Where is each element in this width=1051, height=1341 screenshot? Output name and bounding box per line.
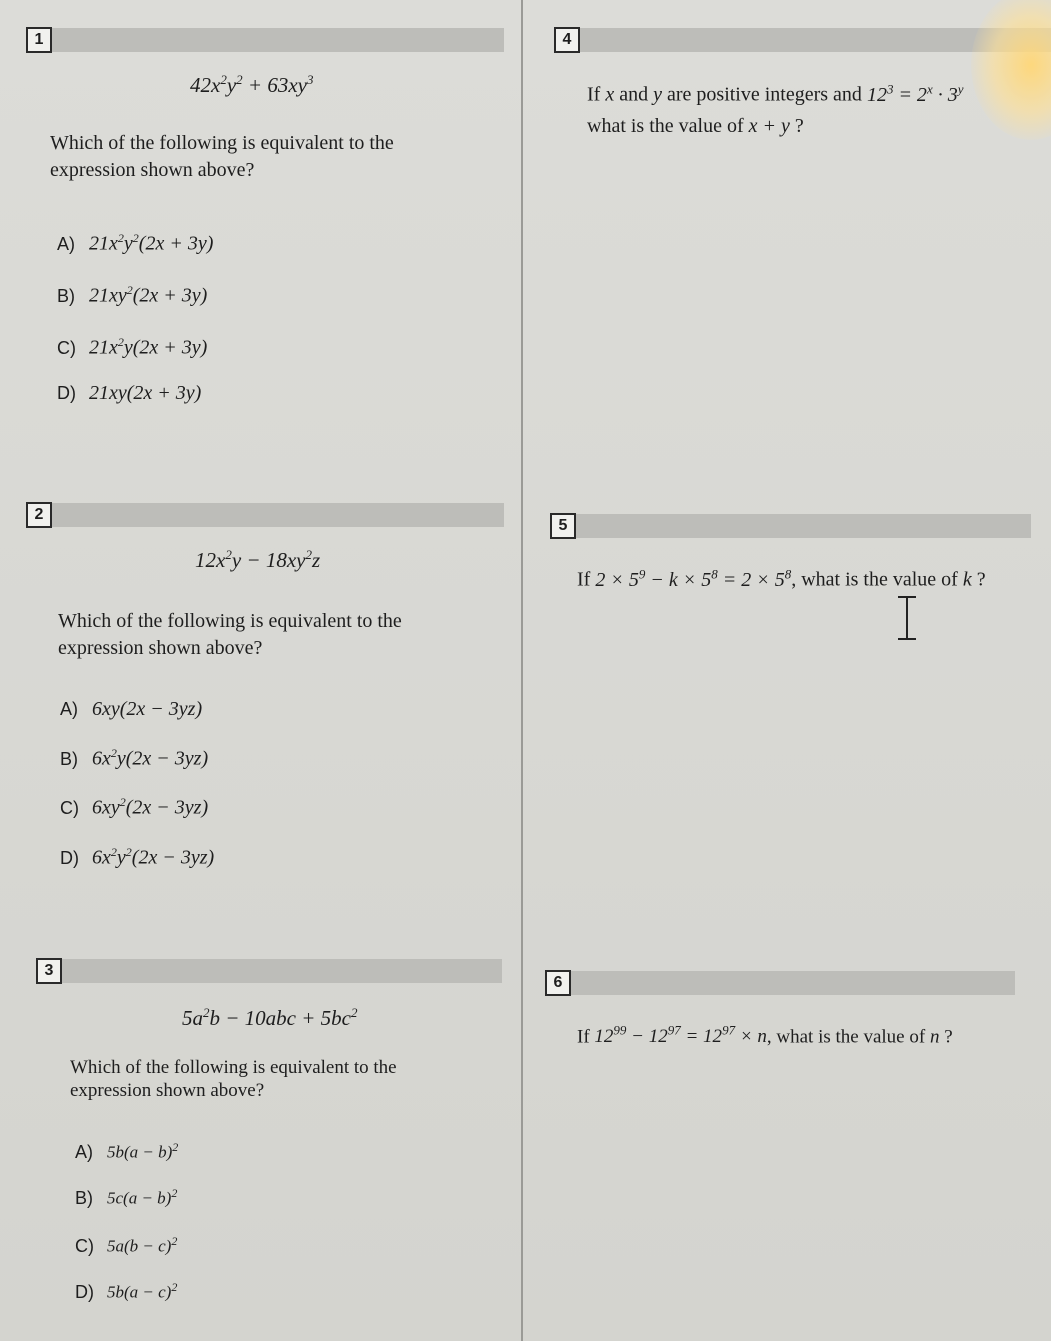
- q1-option-c[interactable]: C) $21x^2y(2x + 3y)$: [57, 335, 208, 359]
- q4-text: If x and y are positive integers and $12^3 = 2^x \cdot 3^y$ what is the value of x + y ?: [587, 81, 964, 137]
- q1-option-a[interactable]: A) $21x^2y^2(2x + 3y)$: [57, 231, 214, 255]
- q2-option-c[interactable]: C) $6xy^2(2x - 3yz)$: [60, 795, 209, 819]
- q6-header: [545, 970, 1015, 996]
- question-number: 5: [550, 513, 576, 539]
- header-bar: [52, 28, 504, 52]
- q3-prompt: Which of the following is equivalent to the expression shown above?: [70, 1057, 397, 1101]
- question-number: 4: [554, 27, 580, 53]
- q2-option-b[interactable]: B) $6x^2y(2x - 3yz)$: [60, 746, 209, 770]
- q5-header: [550, 513, 1031, 539]
- header-bar: [52, 503, 504, 527]
- question-number: 6: [545, 970, 571, 996]
- question-number: 1: [26, 27, 52, 53]
- q1-header: [26, 27, 504, 53]
- q5-text: If $2 \times 5^9 - k \times 5^8 = 2 \times 5^8$, what is the value of k ?: [577, 566, 986, 591]
- q3-expression: $5a^2b - 10abc + 5bc^2$: [182, 1005, 358, 1030]
- question-number: 3: [36, 958, 62, 984]
- column-divider: [521, 0, 523, 1341]
- q1-prompt: Which of the following is equivalent to the expression shown above?: [50, 132, 394, 181]
- q2-option-d[interactable]: D) $6x^2y^2(2x - 3yz)$: [60, 845, 215, 869]
- q2-expression: $12x^2y - 18xy^2z$: [195, 547, 321, 572]
- q1-expression: $42x^2y^2 + 63xy^3$: [190, 72, 314, 97]
- text-cursor-icon: [895, 596, 919, 640]
- q6-text: If $12^{99} - 12^{97} = 12^{97} \times n$, what is the value of n ?: [577, 1023, 953, 1048]
- light-glare: [971, 0, 1051, 140]
- q3-header: [36, 958, 502, 984]
- q1-option-b[interactable]: B) $21xy^2(2x + 3y)$: [57, 283, 208, 307]
- q3-option-a[interactable]: A) $5b(a - b)^2$: [75, 1140, 179, 1162]
- q2-header: [26, 502, 504, 528]
- header-bar: [571, 971, 1015, 995]
- q3-option-c[interactable]: C) $5a(b - c)^2$: [75, 1234, 178, 1256]
- q3-option-d[interactable]: D) $5b(a - c)^2$: [75, 1280, 178, 1302]
- header-bar: [576, 514, 1031, 538]
- q2-option-a[interactable]: A) 6xy(2x − 3yz): [60, 698, 203, 720]
- question-number: 2: [26, 502, 52, 528]
- header-bar: [62, 959, 502, 983]
- q3-option-b[interactable]: B) $5c(a - b)^2$: [75, 1186, 178, 1208]
- q1-option-d[interactable]: D) 21xy(2x + 3y): [57, 382, 202, 404]
- q2-prompt: Which of the following is equivalent to the expression shown above?: [58, 610, 402, 659]
